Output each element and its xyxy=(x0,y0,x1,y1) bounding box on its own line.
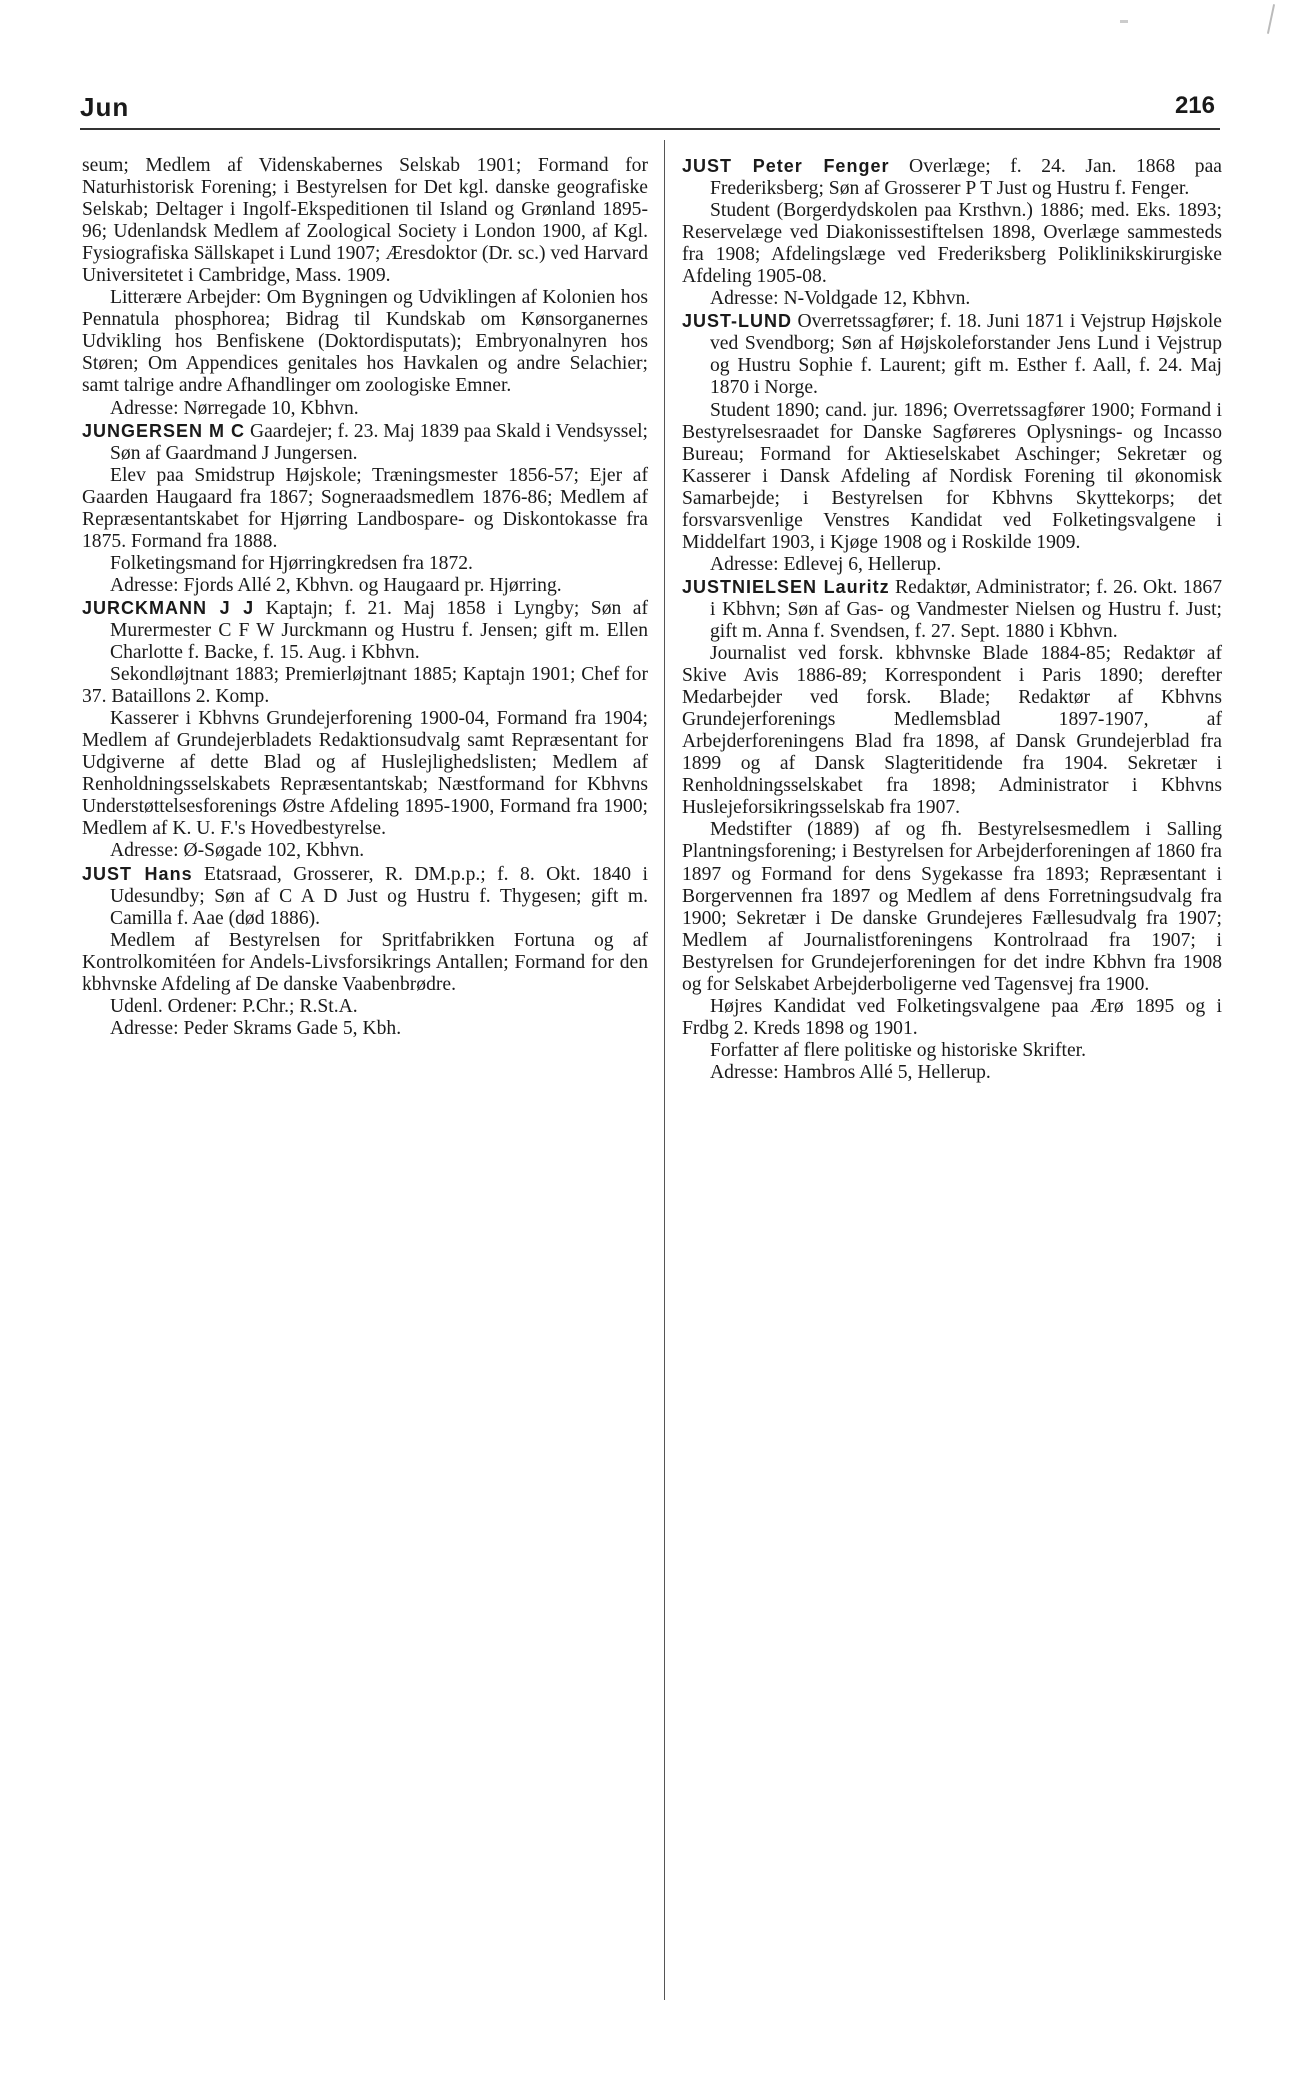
biography-entry xyxy=(682,576,1222,643)
running-head: Jun xyxy=(80,92,130,122)
entry-paragraph: Kasserer i Kbhvns Grundejerforening 1900-04, Formand fra 1904; Medlem af Grundejerbladets Redaktionsudvalg samt Repræsentant for Udgiverne af dette Blad og af Huslejlighedslisten; Medlem af Renholdningsselskabets Repræsentantskab; Næstformand for Kbhvns Understøttelsesforenings Østre Afdeling 1895-1900, Formand fra 1900; Medlem af K. U. F.'s Hovedbestyrelse. xyxy=(82,708,648,840)
entry-paragraph: Medlem af Bestyrelsen for Spritfabrikken Fortuna og af Kontrolkomitéen for Andels-Livsforsikrings Antallen; Formand for den kbhvnske Afdeling af De danske Vaabenbrødre. xyxy=(82,929,648,995)
biography-entry xyxy=(82,420,648,465)
entry-paragraph: Folketingsmand for Hjørringkredsen fra 1872. xyxy=(110,552,473,574)
entry-paragraph: Litterære Arbejder: Om Bygningen og Udviklingen af Kolonien hos Pennatula phosphorea; Bidrag til Kundskab om Kønsorganernes Udvikling hos Benfiskene (Doktordisputats); Embryonalnyren hos Støren; Om Appendices genitales hos Havkalen og andre Selachier; samt talrige andre Afhandlinger om zoologiske Emner. xyxy=(82,287,648,397)
header-rule xyxy=(80,128,1220,130)
entry-paragraph: Forfatter af flere politiske og historiske Skrifter. xyxy=(710,1039,1086,1061)
biography-entry xyxy=(682,310,1222,399)
entry-name: JUST-LUND xyxy=(682,311,793,332)
entry-paragraph: Adresse: Edlevej 6, Hellerup. xyxy=(710,553,942,575)
entry-paragraph: Journalist ved forsk. kbhvnske Blade 1884-85; Redaktør af Skive Avis 1886-89; Korrespondent i Paris 1890; derefter Medarbejder ved forsk. Blade; Redaktør af Kbhvns Grundejerforenings Medlemsblad 1897-1907, af Arbejderforeningens Blad fra 1898, af Dansk Grundejerblad fra 1899 og af Dansk Slagteritidende fra 1904. Sekretær i Renholdningsselskabet fra 1898; Administrator i Kbhvns Huslejeforsikringsselskab fra 1907. xyxy=(682,643,1222,819)
entry-name: JUNGERSEN M C xyxy=(82,420,246,441)
entry-name: JURCKMANN J J xyxy=(82,597,255,618)
entry-text: Overretssagfører; f. 18. Juni 1871 i Vejstrup Højskole ved Svendborg; Søn af Højskoleforstander Jens Lund i Vejstrup og Hustru Sophie f. Laurent; gift m. Esther f. Aall, f. 24. Maj 1870 i Norge. xyxy=(710,311,1222,399)
entry-text: Kaptajn; f. 21. Maj 1858 i Lyngby; Søn af Murermester C F W Jurckmann og Hustru f. Jensen; gift m. Ellen Charlotte f. Backe, f. 15. Aug. i Kbhvn. xyxy=(110,597,648,664)
page-header xyxy=(80,92,1215,132)
right-column xyxy=(682,155,1222,1084)
paper-speck xyxy=(1267,4,1275,34)
biography-entry xyxy=(682,155,1222,200)
entry-text: Etatsraad, Grosserer, R. DM.p.p.; f. 8. Okt. 1840 i Udesundby; Søn af C A D Just og Hustru f. Thygesen; gift m. Camilla f. Aae (død 1886). xyxy=(110,863,648,929)
entry-paragraph: Udenl. Ordener: P.Chr.; R.St.A. xyxy=(110,995,358,1017)
entry-paragraph: Sekondløjtnant 1883; Premierløjtnant 1885; Kaptajn 1901; Chef for 37. Bataillons 2. Komp. xyxy=(82,664,648,708)
paper-speck xyxy=(1120,20,1128,23)
entry-paragraph: Adresse: Peder Skrams Gade 5, Kbh. xyxy=(110,1017,402,1039)
entry-name: JUSTNIELSEN Lauritz xyxy=(682,576,890,597)
entry-paragraph: Adresse: Hambros Allé 5, Hellerup. xyxy=(710,1061,991,1083)
biography-entry xyxy=(82,597,648,664)
entry-paragraph: Student 1890; cand. jur. 1896; Overretssagfører 1900; Formand i Bestyrelsesraadet for Danske Sagføreres Oplysnings- og Incasso Bureau; Formand for Aktieselskabet Aschinger; Sekretær og Kasserer i Dansk Afdeling af Nordisk Forening til økonomisk Samarbejde; i Bestyrelsen for Kbhvns Skyttekorps; det forsvarsvenlige Venstres Kandidat ved Folketingsvalgene i Middelfart 1903, i Kjøge 1908 og i Roskilde 1909. xyxy=(682,399,1222,553)
entry-text: Gaardejer; f. 23. Maj 1839 paa Skald i Vendsyssel; Søn af Gaardmand J Jungersen. xyxy=(110,420,648,464)
entry-paragraph: Adresse: Fjords Allé 2, Kbhvn. og Haugaard pr. Hjørring. xyxy=(110,574,562,596)
entry-paragraph: Adresse: N-Voldgade 12, Kbhvn. xyxy=(710,288,971,310)
entry-text: Overlæge; f. 24. Jan. 1868 paa Frederiksberg; Søn af Grosserer P T Just og Hustru f. Fenger. xyxy=(710,156,1222,200)
page-number: 216 xyxy=(1174,92,1215,119)
entry-paragraph: Adresse: Nørregade 10, Kbhvn. xyxy=(110,397,359,419)
column-divider xyxy=(664,140,665,2000)
left-column xyxy=(82,155,648,1040)
biography-entry xyxy=(82,863,648,930)
entry-paragraph: Højres Kandidat ved Folketingsvalgene paa Ærø 1895 og i Frdbg 2. Kreds 1898 og 1901. xyxy=(682,995,1222,1039)
entry-paragraph: Elev paa Smidstrup Højskole; Træningsmester 1856-57; Ejer af Gaarden Haugaard fra 1867; Sogneraadsmedlem 1876-86; Medlem af Repræsentantskabet for Hjørring Landbospare- og Diskontokasse fra 1875. Formand fra 1888. xyxy=(82,464,648,552)
entry-name: JUST Peter Fenger xyxy=(682,156,890,176)
entry-paragraph: Student (Borgerdydskolen paa Krsthvn.) 1886; med. Eks. 1893; Reservelæge ved Diakonissestiftelsen 1898, Overlæge sammesteds fra 1908; Afdelingslæge ved Frederiksberg Poliklinikskirurgiske Afdeling 1905-08. xyxy=(682,200,1222,288)
entry-text: Redaktør, Administrator; f. 26. Okt. 1867 i Kbhvn; Søn af Gas- og Vandmester Nielsen og Hustru f. Just; gift m. Anna f. Svendsen, f. 27. Sept. 1880 i Kbhvn. xyxy=(710,576,1222,642)
entry-paragraph: Medstifter (1889) af og fh. Bestyrelsesmedlem i Salling Plantningsforening; i Bestyrelsen for Arbejderforeningen af 1860 fra 1897 og Formand for dens Sygekasse fra 1893; Repræsentant i Borgervennen fra 1897 og Medlem af dens Forretningsudvalg fra 1900; Sekretær i De danske Grundejeres Fællesudvalg fra 1907; Medlem af Journalistforeningens Kontrolraad fra 1907; i Bestyrelsen for Grundejerforeningen for det indre Kbhvn fra 1908 og for Selskabet Arbejderboligerne ved Tagensvej fra 1900. xyxy=(682,819,1222,995)
entry-name: JUST Hans xyxy=(82,863,193,884)
entry-paragraph: seum; Medlem af Videnskabernes Selskab 1901; Formand for Naturhistorisk Forening; i Bestyrelsen for Det kgl. danske geografiske Selskab; Deltager i Ingolf-Ekspeditionen til Island og Grønland 1895-96; Udenlandsk Medlem af Zoological Society i London 1900, af Kgl. Fysiografiska Sällskapet i Lund 1907; Æresdoktor (Dr. sc.) ved Harvard Universitetet i Cambridge, Mass. 1909. xyxy=(82,155,648,287)
entry-paragraph: Adresse: Ø-Søgade 102, Kbhvn. xyxy=(110,840,365,862)
